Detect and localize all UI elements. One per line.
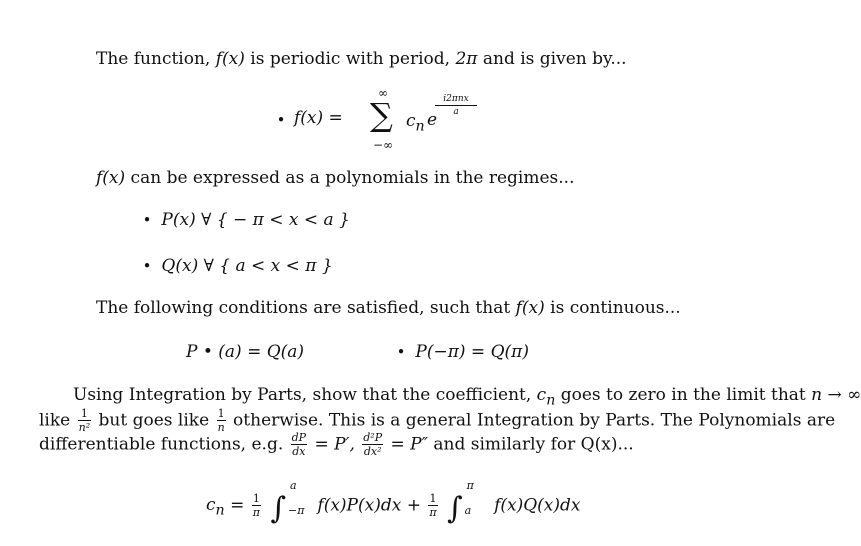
one-over-n — [217, 408, 226, 433]
conditions-intro-line — [96, 299, 681, 319]
one-over-pi-fraction — [252, 493, 261, 518]
integral-1-lower: −π — [288, 504, 305, 518]
paragraph-line-2-end: otherwise. This is a general Integration by Parts. The Polynomials are — [227, 410, 836, 431]
regime-q-item — [138, 257, 333, 277]
exponent-denominator: a — [453, 107, 459, 117]
second-derivative-eq: = P″ — [385, 434, 428, 455]
dp-dx-fraction — [291, 432, 307, 457]
integral-1-limits — [288, 480, 312, 518]
series-lhs: f(x) = — [294, 108, 343, 128]
integral-2-lower: a — [464, 504, 472, 518]
summation — [366, 86, 400, 158]
regimes-intro-tail: can be expressed as a polynomials in the regimes... — [125, 168, 575, 188]
series-coefficient — [406, 111, 425, 134]
coefficient-symbol: c — [406, 111, 416, 131]
paragraph-limit: n → ∞ — [811, 385, 861, 405]
dp-numerator: dP — [291, 431, 307, 444]
bullet-icon: • — [396, 343, 406, 361]
intro-period: 2π — [455, 49, 478, 69]
integral-symbol: ∫ — [270, 490, 286, 526]
frac-one-numerator: 1 — [217, 407, 225, 420]
conditions-function-name: f(x) — [515, 298, 545, 318]
intro-function-name: f(x) — [215, 49, 245, 69]
intro-lead: The function, — [96, 49, 216, 69]
dx2-denominator: dx² — [363, 445, 382, 458]
paragraph-line-2-middle: but goes like — [93, 410, 215, 431]
coefficient-integral-equation — [206, 480, 580, 524]
intro-line — [96, 50, 627, 70]
paragraph-line-2-start: like — [39, 410, 76, 431]
coef-denominator: π — [252, 505, 260, 519]
paragraph-coefficient-symbol: c — [536, 385, 547, 405]
frac-one-numerator: 1 — [80, 407, 88, 420]
condition-right: P(−π) = Q(π) — [415, 342, 529, 362]
integrand-2: f(x)Q(x)dx — [494, 495, 581, 516]
paragraph-line-3-end: and similarly for Q(x)... — [427, 434, 634, 455]
exponent-fraction — [435, 94, 477, 117]
one-over-pi-fraction — [428, 493, 437, 518]
integral-2-limits — [465, 480, 489, 518]
sigma-symbol: ∑ — [370, 96, 393, 134]
condition-right-item — [392, 343, 529, 363]
integral-symbol: ∫ — [447, 490, 463, 526]
intro-middle: is periodic with period, — [244, 49, 456, 69]
intro-tail: and is given by... — [477, 49, 627, 69]
bullet-icon: • — [142, 211, 152, 229]
regime-p-text: P(x) ∀ { − π < x < a } — [161, 210, 350, 230]
first-derivative-eq: = P′, — [309, 434, 361, 455]
integral-2-upper: π — [466, 479, 474, 492]
coef-denominator: π — [429, 505, 437, 519]
condition-left: P • (a) = Q(a) — [186, 342, 305, 362]
coef-numerator: 1 — [429, 491, 437, 505]
frac-n-squared-denominator: n² — [78, 421, 91, 434]
paragraph-line-3-start: differentiable functions, e.g. — [39, 434, 289, 455]
sum-lower-limit: −∞ — [372, 138, 394, 152]
frac-n-denominator: n — [217, 421, 225, 434]
paragraph-line-3 — [39, 432, 634, 457]
final-lhs-subscript: n — [215, 502, 225, 519]
bullet-icon: • — [276, 111, 286, 129]
d2p-dx2-fraction — [362, 432, 383, 457]
coef-numerator: 1 — [252, 491, 260, 505]
d2p-numerator: d²P — [363, 431, 383, 444]
integrand-1: f(x)P(x)dx + — [317, 495, 421, 516]
sum-upper-limit: ∞ — [378, 86, 388, 100]
final-equals: = — [230, 495, 245, 516]
dx-denominator: dx — [292, 445, 306, 458]
one-over-n-squared — [78, 408, 92, 433]
final-lhs — [206, 495, 225, 519]
paragraph-line-1 — [73, 386, 861, 409]
coefficient-subscript: n — [415, 118, 425, 135]
regime-p-item — [138, 211, 350, 231]
paragraph-coefficient — [536, 385, 556, 409]
final-lhs-symbol: c — [206, 495, 216, 516]
bullet-icon: • — [142, 257, 152, 275]
regimes-function-name: f(x) — [96, 168, 126, 188]
integral-1-upper: a — [290, 479, 297, 492]
regimes-intro-line — [96, 169, 575, 189]
paragraph-coefficient-subscript: n — [546, 392, 556, 409]
conditions-lead: The following conditions are satisfied, such that — [96, 298, 516, 318]
conditions-tail: is continuous... — [544, 298, 681, 318]
exponent-numerator: i2πnx — [443, 94, 469, 104]
fraction-bar — [435, 105, 477, 106]
regime-q-text: Q(x) ∀ { a < x < π } — [161, 256, 333, 276]
fourier-series-equation — [272, 86, 469, 158]
paragraph-line-1-middle: goes to zero in the limit that — [555, 385, 812, 405]
paragraph-line-2 — [39, 408, 835, 433]
exponential-base: e — [427, 110, 438, 130]
paragraph-line-1-start: Using Integration by Parts, show that the coefficient, — [73, 385, 537, 405]
